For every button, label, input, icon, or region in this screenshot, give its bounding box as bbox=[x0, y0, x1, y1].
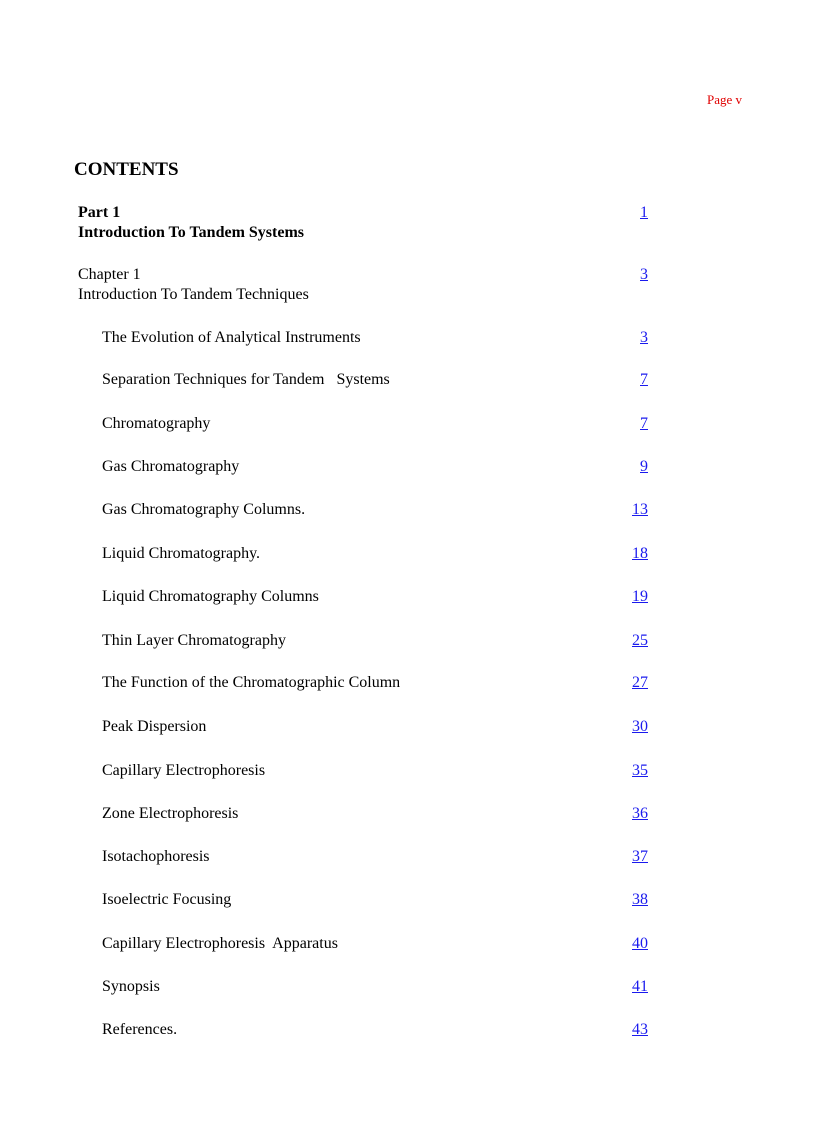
section-page-link[interactable]: 9 bbox=[640, 458, 648, 475]
section-page-link[interactable]: 35 bbox=[632, 762, 648, 779]
chapter-title: Introduction To Tandem Techniques bbox=[78, 286, 309, 303]
section-page-link[interactable]: 37 bbox=[632, 848, 648, 865]
toc-section-entry bbox=[78, 500, 648, 520]
section-title: Peak Dispersion bbox=[102, 718, 207, 735]
section-page-link[interactable]: 38 bbox=[632, 891, 648, 908]
toc-section-entry bbox=[78, 631, 648, 651]
section-page-link[interactable]: 43 bbox=[632, 1021, 648, 1038]
section-title: References. bbox=[102, 1021, 178, 1038]
page-number: Page v bbox=[706, 92, 742, 107]
section-title: Zone Electrophoresis bbox=[102, 805, 239, 822]
part-title: Introduction To Tandem Systems bbox=[78, 224, 304, 241]
toc-section-entry bbox=[78, 977, 648, 997]
toc-section-entry bbox=[78, 673, 648, 693]
toc-section-entry bbox=[78, 1020, 648, 1040]
toc-section-entry bbox=[78, 587, 648, 607]
section-page-link[interactable]: 13 bbox=[632, 501, 648, 518]
section-page-link[interactable]: 7 bbox=[640, 371, 648, 388]
toc-section-entry bbox=[78, 414, 648, 434]
chapter-page-link[interactable]: 3 bbox=[640, 266, 648, 283]
section-page-link[interactable]: 7 bbox=[640, 415, 648, 432]
part-number: Part 1 bbox=[78, 204, 121, 221]
section-page-link[interactable]: 19 bbox=[632, 588, 648, 605]
section-page-link[interactable]: 30 bbox=[632, 718, 648, 735]
section-page-link[interactable]: 36 bbox=[632, 805, 648, 822]
section-title: Liquid Chromatography Columns bbox=[102, 588, 319, 605]
toc-section-entry bbox=[78, 761, 648, 781]
section-title: Capillary Electrophoresis bbox=[102, 762, 266, 779]
section-title: Synopsis bbox=[102, 978, 160, 995]
section-title: Isotachophoresis bbox=[102, 848, 210, 865]
section-title: Chromatography bbox=[102, 415, 211, 432]
section-title: Separation Techniques for Tandem Systems bbox=[102, 371, 390, 388]
section-title: Isoelectric Focusing bbox=[102, 891, 232, 908]
section-title: Gas Chromatography bbox=[102, 458, 240, 475]
toc-section-entry bbox=[78, 328, 648, 348]
toc-section-entry bbox=[78, 457, 648, 477]
toc-section-entry bbox=[78, 804, 648, 824]
toc-section-entry bbox=[78, 890, 648, 910]
toc-section-entry bbox=[78, 370, 648, 390]
toc-section-entry bbox=[78, 717, 648, 737]
section-title: Capillary Electrophoresis Apparatus bbox=[102, 935, 338, 952]
toc-section-entry bbox=[78, 934, 648, 954]
section-page-link[interactable]: 41 bbox=[632, 978, 648, 995]
section-title: The Function of the Chromatographic Column bbox=[102, 674, 401, 691]
toc-section-entry bbox=[78, 847, 648, 867]
section-page-link[interactable]: 27 bbox=[632, 674, 648, 691]
contents-title: CONTENTS bbox=[74, 159, 179, 180]
section-page-link[interactable]: 25 bbox=[632, 632, 648, 649]
section-title: Gas Chromatography Columns. bbox=[102, 501, 306, 518]
section-page-link[interactable]: 3 bbox=[640, 329, 648, 346]
toc-part-entry bbox=[78, 203, 648, 243]
chapter-number: Chapter 1 bbox=[78, 266, 141, 283]
section-page-link[interactable]: 18 bbox=[632, 545, 648, 562]
part-page-link[interactable]: 1 bbox=[640, 204, 648, 221]
section-title: Thin Layer Chromatography bbox=[102, 632, 286, 649]
toc-section-entry bbox=[78, 544, 648, 564]
section-title: Liquid Chromatography. bbox=[102, 545, 261, 562]
toc-chapter-entry bbox=[78, 265, 648, 305]
section-title: The Evolution of Analytical Instruments bbox=[102, 329, 361, 346]
section-page-link[interactable]: 40 bbox=[632, 935, 648, 952]
